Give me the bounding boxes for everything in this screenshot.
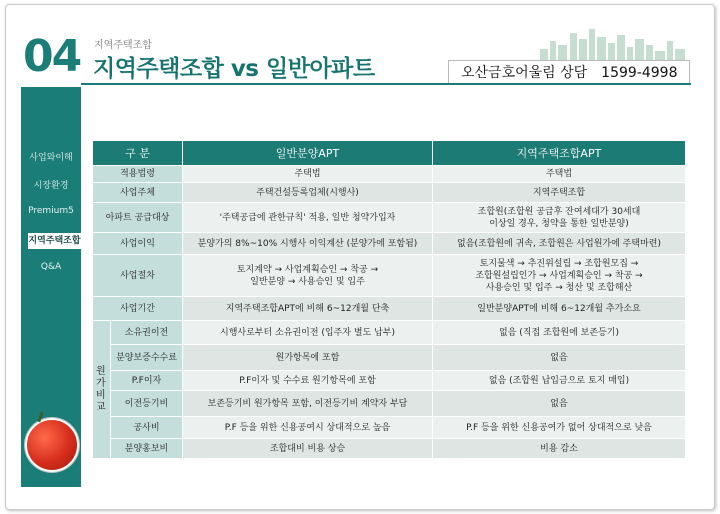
table-row xyxy=(93,391,686,417)
comparison-table xyxy=(92,140,686,459)
cell-local: 없음 (조합원 납입금으로 토지 매입) xyxy=(433,371,686,391)
table-row xyxy=(93,255,686,297)
table-header-row xyxy=(93,141,686,166)
header-divider xyxy=(81,83,691,85)
header-general-apt: 일반분양APT xyxy=(183,141,433,166)
cell-general: 조합대비 비용 상승 xyxy=(183,439,433,459)
cell-local: 없음 (직접 조합원에 보존등기) xyxy=(433,321,686,345)
table-row xyxy=(93,183,686,203)
table-row xyxy=(93,417,686,439)
cell-general: P.F 등을 위한 신용공여시 상대적으로 높음 xyxy=(183,417,433,439)
cell-local: 토지물색 → 추진위설립 → 조합원모집 → 조합원설립인가 → 사업계획승인 → 착공 → 사용승인 및 입주 → 청산 및 조합해산 xyxy=(433,255,686,297)
nav-item-qna[interactable]: Q&A xyxy=(40,262,62,272)
contact-phone: 1599-4998 xyxy=(601,65,678,81)
cell-local: P.F 등을 위한 신용공여가 없어 상대적으로 낮음 xyxy=(433,417,686,439)
cell-general: 주택법 xyxy=(183,166,433,183)
cost-group-label: 원 가 비 교 xyxy=(93,321,111,459)
header-local-apt: 지역주택조합APT xyxy=(433,141,686,166)
row-label: 공사비 xyxy=(111,417,183,439)
table-row xyxy=(93,233,686,255)
contact-label: 오산금호어울림 상담 xyxy=(461,65,588,81)
cell-general: 원가항목에 포함 xyxy=(183,345,433,371)
nav-item-business[interactable]: 사업와이해 xyxy=(29,153,73,163)
cell-general: 토지계약 → 사업계획승인 → 착공 → 일반분양 → 사용승인 및 입주 xyxy=(183,255,433,297)
cell-general: 시행사로부터 소유권이전 (입주자 별도 납부) xyxy=(183,321,433,345)
cell-local: 일반분양APT에 비해 6~12개월 추가소요 xyxy=(433,297,686,321)
cell-general: 지역주택조합APT에 비해 6~12개월 단축 xyxy=(183,297,433,321)
row-label: 사업절차 xyxy=(93,255,183,297)
section-number: 04 xyxy=(23,31,81,82)
row-label: 이전등기비 xyxy=(111,391,183,417)
cell-local: 없음 xyxy=(433,391,686,417)
row-label: 분양홍보비 xyxy=(111,439,183,459)
section-subtitle: 지역주택조합 xyxy=(94,40,152,51)
table-row xyxy=(93,345,686,371)
cell-local: 없음(조합원에 귀속, 조합원은 사업원가에 주택마련) xyxy=(433,233,686,255)
cell-general: P.F이자 및 수수료 원기항목에 포함 xyxy=(183,371,433,391)
apple-decoration-icon xyxy=(25,418,79,472)
table-row xyxy=(93,166,686,183)
row-label: P.F이자 xyxy=(111,371,183,391)
row-label: 사업이익 xyxy=(93,233,183,255)
row-label: 적용법령 xyxy=(93,166,183,183)
row-label: 아파트 공급대상 xyxy=(93,203,183,233)
table-row xyxy=(93,297,686,321)
nav-item-market[interactable]: 시장환경 xyxy=(33,181,69,191)
nav-item-premium[interactable]: Premium5 xyxy=(28,206,74,216)
page-title: 지역주택조합 vs 일반아파트 xyxy=(93,56,375,82)
cell-general: 주택건설등록업체(시행사) xyxy=(183,183,433,203)
row-label: 사업기간 xyxy=(93,297,183,321)
contact-box xyxy=(448,60,690,84)
nav-item-housing-union[interactable]: 지역주택조합 xyxy=(25,233,81,249)
table-row xyxy=(93,371,686,391)
cell-general: '주택공급에 관한규칙' 적용, 일반 청약가입자 xyxy=(183,203,433,233)
cell-local: 주택법 xyxy=(433,166,686,183)
cell-general: 보존등기비 원가항목 포함, 이전등기비 계약자 부담 xyxy=(183,391,433,417)
row-label: 분양보증수수료 xyxy=(111,345,183,371)
cell-local: 비용 감소 xyxy=(433,439,686,459)
header-category: 구 분 xyxy=(93,141,183,166)
table-row xyxy=(93,321,686,345)
cell-general: 분양가의 8%~10% 시행사 이익계산 (분양가에 포함됨) xyxy=(183,233,433,255)
row-label: 소유권이전 xyxy=(111,321,183,345)
cell-local: 조합원(조합원 공급후 잔여세대가 30세대 이상일 경우, 청약을 통한 일반분양) xyxy=(433,203,686,233)
cell-local: 없음 xyxy=(433,345,686,371)
cell-local: 지역주택조합 xyxy=(433,183,686,203)
table-row xyxy=(93,439,686,459)
row-label: 사업주체 xyxy=(93,183,183,203)
table-row xyxy=(93,203,686,233)
